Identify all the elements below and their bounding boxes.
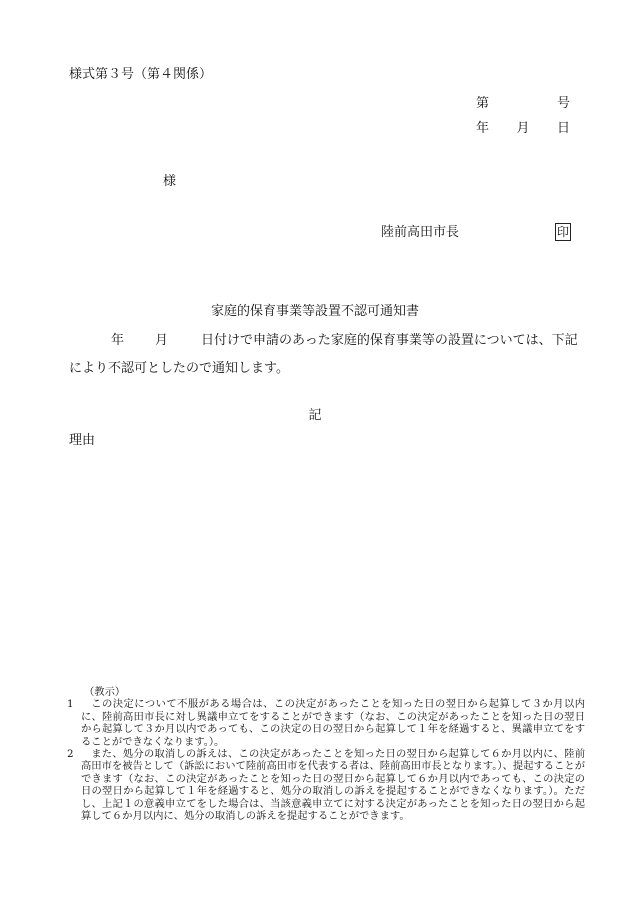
instruction-item xyxy=(67,698,585,748)
instruction-section xyxy=(67,686,585,822)
notice-body xyxy=(69,327,581,383)
ki-heading: 記 xyxy=(308,408,322,423)
form-number: 様式第３号（第４関係） xyxy=(69,67,213,82)
instruction-item-text: また、処分の取消しの訴えは、この決定があったことを知った日の翌日から起算して６か月以内に、陸前高田市を被告として（訴訟において陸前高田市を代表する者は、陸前高田市長となります。）、提起することができます（なお、この決定があったことを知った日の翌日から起算して６か月以内であっても、この決定の日の翌日から起算して１年を経過すると、処分の取消しの訴えを提起することができなくなります。）。ただし、上記１の意義申立てをした場合は、当該意義申立てに対する決定があったことを知った日の翌日から起算して６か月以内に、処分の取消しの訴えを提起することができます。 xyxy=(81,748,585,823)
document-number xyxy=(476,96,570,112)
instruction-item-number: 1 xyxy=(67,698,74,711)
date-day: 日 xyxy=(556,121,570,136)
document-number-suffix: 号 xyxy=(556,96,570,111)
instruction-item-number: 2 xyxy=(67,748,74,761)
addressee-honorific: 様 xyxy=(163,174,177,189)
instruction-item-text: この決定について不服がある場合は、この決定があったことを知った日の翌日から起算して３か月以内に、陸前高田市長に対し異議申立てをすることができます（なお、この決定があったことを知った日の翌日から起算して３か月以内であっても、この決定の日の翌日から起算して１年を経過すると、異議申立てをすることができなくなります。）。 xyxy=(81,698,585,748)
instruction-heading: （教示） xyxy=(84,686,126,698)
body-month: 月 xyxy=(155,333,169,348)
body-year: 年 xyxy=(111,333,125,348)
date-year: 年 xyxy=(476,121,490,136)
instruction-item xyxy=(67,748,585,822)
document-date xyxy=(476,121,570,137)
reason-label: 理由 xyxy=(69,433,96,448)
date-month: 月 xyxy=(516,121,530,136)
document-number-prefix: 第 xyxy=(476,96,490,111)
seal-stamp: 印 xyxy=(556,225,569,239)
sender-name: 陸前高田市長 xyxy=(381,225,460,240)
body-text: 日付けで申請のあった家庭的保育事業等の設置については、下記により不認可としたので通知します。 xyxy=(69,333,578,376)
document-title: 家庭的保育事業等設置不認可通知書 xyxy=(210,304,419,319)
